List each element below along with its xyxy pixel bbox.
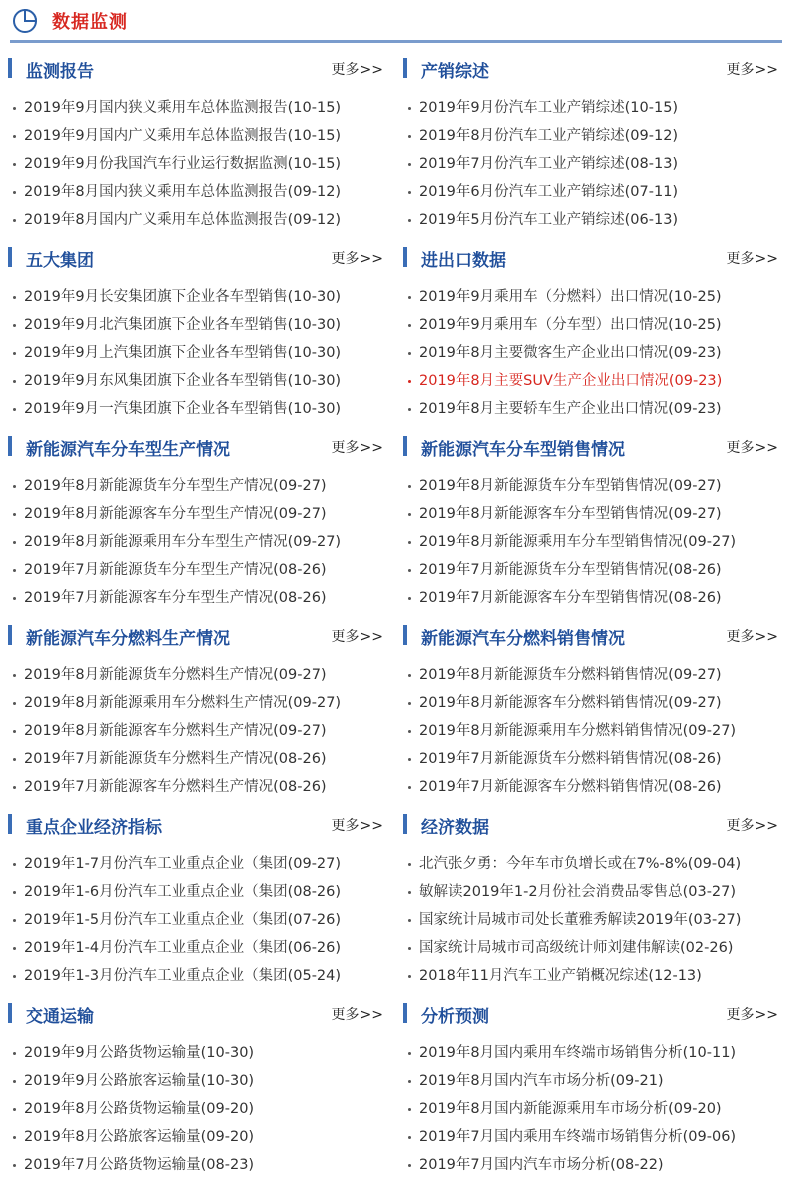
panel-title[interactable]: 新能源汽车分燃料生产情况 [26,629,230,649]
article-link[interactable]: 2019年8月新能源客车分车型生产情况(09-27) [24,506,327,522]
article-link[interactable]: 2019年1-5月份汽车工业重点企业（集团(07-26) [24,912,342,928]
article-link[interactable]: 2019年7月国内汽车市场分析(08-22) [419,1157,664,1173]
bullet-icon [408,1136,411,1139]
bullet-icon [13,1108,16,1111]
article-link[interactable]: 2019年8月国内新能源乘用车市场分析(09-20) [419,1101,722,1117]
article-link[interactable]: 2019年1-6月份汽车工业重点企业（集团(08-26) [24,884,342,900]
bullet-icon [13,352,16,355]
bullet-icon [408,485,411,488]
article-link[interactable]: 2019年8月公路货物运输量(09-20) [24,1101,255,1117]
list-item[interactable] [8,773,388,801]
list-item[interactable] [403,500,783,528]
list-item[interactable] [403,717,783,745]
article-link[interactable]: 2019年7月新能源货车分车型生产情况(08-26) [24,562,327,578]
article-link[interactable]: 2019年8月主要SUV生产企业出口情况(09-23) [419,373,723,389]
bullet-icon [13,863,16,866]
article-link[interactable]: 2019年1-3月份汽车工业重点企业（集团(05-24) [24,968,342,984]
bullet-icon [408,1164,411,1167]
panel-right [403,50,783,239]
bullet-icon [408,541,411,544]
panel-title-marker [8,625,12,645]
list-item[interactable] [8,528,388,556]
bullet-icon [408,408,411,411]
bullet-icon [13,702,16,705]
bullet-icon [13,674,16,677]
bullet-icon [13,380,16,383]
list-item[interactable] [403,206,783,234]
article-list [403,283,783,423]
article-link[interactable]: 北汽张夕勇：今年车市负增长或在7%-8%(09-04) [419,856,742,872]
panel-left [8,806,388,995]
bullet-icon [408,107,411,110]
bullet-icon [408,513,411,516]
article-link[interactable]: 2019年8月新能源乘用车分燃料销售情况(09-27) [419,723,737,739]
panel-title-marker [403,1003,407,1023]
panel-left [8,617,388,806]
article-link[interactable]: 2019年8月新能源客车分燃料销售情况(09-27) [419,695,722,711]
bullet-icon [13,975,16,978]
list-item[interactable] [403,367,783,395]
more-link[interactable]: 更多>> [726,62,778,78]
bullet-icon [408,163,411,166]
list-item[interactable] [8,283,388,311]
article-link[interactable]: 2019年8月新能源乘用车分车型销售情况(09-27) [419,534,737,550]
panel-title-marker [403,436,407,456]
list-item[interactable] [8,556,388,584]
bullet-icon [13,163,16,166]
list-item[interactable] [8,1123,388,1151]
article-link[interactable]: 2018年11月汽车工业产销概况综述(12-13) [419,968,702,984]
panel-header [8,623,386,647]
article-link[interactable]: 2019年9月国内广义乘用车总体监测报告(10-15) [24,128,342,144]
article-link[interactable]: 国家统计局城市司处长董雅秀解读2019年(03-27) [419,912,742,928]
list-item[interactable] [403,178,783,206]
bullet-icon [408,324,411,327]
article-link[interactable]: 2019年8月国内乘用车终端市场销售分析(10-11) [419,1045,737,1061]
list-item[interactable] [8,150,388,178]
panel-title[interactable]: 产销综述 [421,62,489,82]
more-link[interactable]: 更多>> [331,251,383,267]
article-link[interactable]: 2019年8月主要轿车生产企业出口情况(09-23) [419,401,722,417]
pie-chart-icon [10,6,40,36]
article-link[interactable]: 2019年9月上汽集团旗下企业各车型销售(10-30) [24,345,342,361]
list-item[interactable] [8,745,388,773]
article-link[interactable]: 2019年5月份汽车工业产销综述(06-13) [419,212,679,228]
bullet-icon [408,597,411,600]
list-item[interactable] [403,1095,783,1123]
panel-left [8,995,388,1184]
panel-header [8,56,386,80]
panel-right [403,239,783,428]
list-item[interactable] [8,367,388,395]
more-link[interactable]: 更多>> [726,251,778,267]
panel-title-marker [8,436,12,456]
bullet-icon [13,597,16,600]
list-item[interactable] [8,717,388,745]
list-item[interactable] [8,689,388,717]
panel-title-marker [8,58,12,78]
bullet-icon [13,541,16,544]
bullet-icon [408,702,411,705]
bullet-icon [408,975,411,978]
list-item[interactable] [8,206,388,234]
panel-left [8,50,388,239]
bullet-icon [13,135,16,138]
bullet-icon [408,730,411,733]
bullet-icon [13,919,16,922]
list-item[interactable] [403,745,783,773]
more-link[interactable]: 更多>> [726,629,778,645]
bullet-icon [13,1052,16,1055]
article-link[interactable]: 2019年7月新能源客车分车型生产情况(08-26) [24,590,327,606]
list-item[interactable] [403,150,783,178]
bullet-icon [408,863,411,866]
header-divider [10,40,782,43]
list-item[interactable] [403,850,783,878]
panel-left [8,428,388,617]
list-item[interactable] [8,1151,388,1179]
list-item[interactable] [403,1039,783,1067]
bullet-icon [408,191,411,194]
article-link[interactable]: 2019年7月新能源货车分车型销售情况(08-26) [419,562,722,578]
bullet-icon [408,219,411,222]
panel-header [403,434,781,458]
bullet-icon [408,947,411,950]
list-item[interactable] [403,339,783,367]
more-link[interactable]: 更多>> [331,440,383,456]
article-link[interactable]: 2019年9月一汽集团旗下企业各车型销售(10-30) [24,401,342,417]
article-link[interactable]: 2019年8月新能源客车分车型销售情况(09-27) [419,506,722,522]
list-item[interactable] [8,395,388,423]
article-link[interactable]: 2019年9月乘用车（分燃料）出口情况(10-25) [419,289,722,305]
bullet-icon [13,1080,16,1083]
panel-header [403,1001,781,1025]
more-link[interactable]: 更多>> [726,818,778,834]
list-item[interactable] [403,472,783,500]
panel-title-marker [8,814,12,834]
list-item[interactable] [403,1067,783,1095]
bullet-icon [408,380,411,383]
panel-title[interactable]: 新能源汽车分车型销售情况 [421,440,625,460]
panel-header [403,812,781,836]
list-item[interactable] [8,850,388,878]
panel-right [403,806,783,995]
list-item[interactable] [8,661,388,689]
page-title: 数据监测 [52,12,128,33]
more-link[interactable]: 更多>> [726,440,778,456]
article-link[interactable]: 2019年8月新能源货车分燃料生产情况(09-27) [24,667,327,683]
list-item[interactable] [8,878,388,906]
panel-row [0,239,788,428]
article-link[interactable]: 国家统计局城市司高级统计师刘建伟解读(02-26) [419,940,734,956]
panel-right [403,617,783,806]
article-link[interactable]: 2019年8月公路旅客运输量(09-20) [24,1129,255,1145]
article-link[interactable]: 2019年9月份我国汽车行业运行数据监测(10-15) [24,156,342,172]
article-list [403,850,783,990]
list-item[interactable] [8,1095,388,1123]
list-item[interactable] [403,962,783,990]
list-item[interactable] [8,472,388,500]
panel-right [403,428,783,617]
list-item[interactable] [403,283,783,311]
list-item[interactable] [403,934,783,962]
article-list [403,472,783,612]
bullet-icon [13,408,16,411]
list-item[interactable] [403,773,783,801]
panel-title[interactable]: 五大集团 [26,251,94,271]
bullet-icon [408,1080,411,1083]
list-item[interactable] [8,1067,388,1095]
bullet-icon [408,786,411,789]
article-link[interactable]: 2019年7月新能源货车分燃料销售情况(08-26) [419,751,722,767]
panel-title-marker [403,247,407,267]
list-item[interactable] [403,528,783,556]
article-link[interactable]: 2019年8月新能源货车分车型生产情况(09-27) [24,478,327,494]
more-link[interactable]: 更多>> [331,1007,383,1023]
list-item[interactable] [403,878,783,906]
article-list [8,661,388,801]
article-list [8,472,388,612]
article-link[interactable]: 2019年8月国内汽车市场分析(09-21) [419,1073,664,1089]
article-link[interactable]: 2019年8月份汽车工业产销综述(09-12) [419,128,679,144]
bullet-icon [13,219,16,222]
bullet-icon [408,569,411,572]
list-item[interactable] [403,661,783,689]
panel-header [8,812,386,836]
panel-title[interactable]: 经济数据 [421,818,489,838]
panel-title-marker [403,58,407,78]
panel-left [8,239,388,428]
panel-title[interactable]: 交通运输 [26,1007,94,1027]
panel-title[interactable]: 新能源汽车分燃料销售情况 [421,629,625,649]
list-item[interactable] [403,556,783,584]
article-link[interactable]: 2019年7月国内乘用车终端市场销售分析(09-06) [419,1129,737,1145]
bullet-icon [408,1108,411,1111]
list-item[interactable] [8,94,388,122]
list-item[interactable] [403,906,783,934]
list-item[interactable] [8,122,388,150]
article-link[interactable]: 2019年1-4月份汽车工业重点企业（集团(06-26) [24,940,342,956]
panel-title[interactable]: 新能源汽车分车型生产情况 [26,440,230,460]
list-item[interactable] [403,584,783,612]
list-item[interactable] [403,311,783,339]
bullet-icon [13,296,16,299]
panel-row [0,806,788,995]
panel-header [403,245,781,269]
article-list [403,1039,783,1179]
bullet-icon [13,513,16,516]
panel-header [403,56,781,80]
article-list [403,661,783,801]
bullet-icon [13,1164,16,1167]
panel-header [8,245,386,269]
article-link[interactable]: 2019年8月新能源乘用车分燃料生产情况(09-27) [24,695,342,711]
article-link[interactable]: 2019年7月新能源客车分燃料生产情况(08-26) [24,779,327,795]
panel-title[interactable]: 重点企业经济指标 [26,818,162,838]
list-item[interactable] [8,311,388,339]
bullet-icon [13,107,16,110]
panel-title-marker [8,247,12,267]
article-list [8,283,388,423]
bullet-icon [13,758,16,761]
article-link[interactable]: 2019年9月公路货物运输量(10-30) [24,1045,255,1061]
panel-grid [0,50,788,1184]
panel-row [0,617,788,806]
panel-header [8,434,386,458]
list-item[interactable] [403,1123,783,1151]
bullet-icon [13,891,16,894]
article-link[interactable]: 2019年8月新能源乘用车分车型生产情况(09-27) [24,534,342,550]
list-item[interactable] [403,689,783,717]
page-header [0,0,788,44]
bullet-icon [13,786,16,789]
panel-header [8,1001,386,1025]
article-link[interactable]: 2019年8月主要微客生产企业出口情况(09-23) [419,345,722,361]
list-item[interactable] [8,906,388,934]
article-list [8,1039,388,1179]
bullet-icon [408,296,411,299]
panel-title[interactable]: 监测报告 [26,62,94,82]
bullet-icon [13,191,16,194]
article-link[interactable]: 敏解读2019年1-2月份社会消费品零售总(03-27) [419,884,737,900]
article-link[interactable]: 2019年9月份汽车工业产销综述(10-15) [419,100,679,116]
bullet-icon [408,758,411,761]
more-link[interactable]: 更多>> [331,62,383,78]
list-item[interactable] [403,122,783,150]
article-link[interactable]: 2019年9月国内狭义乘用车总体监测报告(10-15) [24,100,342,116]
panel-row [0,995,788,1184]
list-item[interactable] [8,962,388,990]
panel-row [0,50,788,239]
more-link[interactable]: 更多>> [331,629,383,645]
panel-right [403,995,783,1184]
article-link[interactable]: 2019年8月新能源货车分燃料销售情况(09-27) [419,667,722,683]
article-link[interactable]: 2019年8月新能源货车分车型销售情况(09-27) [419,478,722,494]
panel-title[interactable]: 进出口数据 [421,251,506,271]
bullet-icon [408,891,411,894]
bullet-icon [13,569,16,572]
article-link[interactable]: 2019年9月长安集团旗下企业各车型销售(10-30) [24,289,342,305]
panel-title-marker [403,814,407,834]
list-item[interactable] [403,94,783,122]
article-link[interactable]: 2019年7月新能源客车分燃料销售情况(08-26) [419,779,722,795]
bullet-icon [13,730,16,733]
list-item[interactable] [403,1151,783,1179]
article-link[interactable]: 2019年9月乘用车（分车型）出口情况(10-25) [419,317,722,333]
bullet-icon [408,674,411,677]
article-link[interactable]: 2019年1-7月份汽车工业重点企业（集团(09-27) [24,856,342,872]
list-item[interactable] [8,1039,388,1067]
bullet-icon [13,947,16,950]
bullet-icon [408,135,411,138]
list-item[interactable] [8,584,388,612]
article-link[interactable]: 2019年9月东风集团旗下企业各车型销售(10-30) [24,373,342,389]
bullet-icon [13,324,16,327]
article-link[interactable]: 2019年6月份汽车工业产销综述(07-11) [419,184,679,200]
panel-row [0,428,788,617]
panel-title-marker [8,1003,12,1023]
bullet-icon [13,485,16,488]
article-link[interactable]: 2019年8月新能源客车分燃料生产情况(09-27) [24,723,327,739]
article-link[interactable]: 2019年7月新能源客车分车型销售情况(08-26) [419,590,722,606]
article-list [8,850,388,990]
bullet-icon [408,919,411,922]
bullet-icon [408,352,411,355]
panel-title-marker [403,625,407,645]
list-item[interactable] [8,339,388,367]
list-item[interactable] [8,178,388,206]
list-item[interactable] [8,500,388,528]
article-link[interactable]: 2019年7月份汽车工业产销综述(08-13) [419,156,679,172]
list-item[interactable] [403,395,783,423]
panel-header [403,623,781,647]
more-link[interactable]: 更多>> [726,1007,778,1023]
panel-title[interactable]: 分析预测 [421,1007,489,1027]
article-list [8,94,388,234]
article-link[interactable]: 2019年9月公路旅客运输量(10-30) [24,1073,255,1089]
article-link[interactable]: 2019年9月北汽集团旗下企业各车型销售(10-30) [24,317,342,333]
list-item[interactable] [8,934,388,962]
article-link[interactable]: 2019年7月公路货物运输量(08-23) [24,1157,255,1173]
bullet-icon [13,1136,16,1139]
bullet-icon [408,1052,411,1055]
article-link[interactable]: 2019年7月新能源货车分燃料生产情况(08-26) [24,751,327,767]
article-link[interactable]: 2019年8月国内狭义乘用车总体监测报告(09-12) [24,184,342,200]
article-link[interactable]: 2019年8月国内广义乘用车总体监测报告(09-12) [24,212,342,228]
more-link[interactable]: 更多>> [331,818,383,834]
article-list [403,94,783,234]
